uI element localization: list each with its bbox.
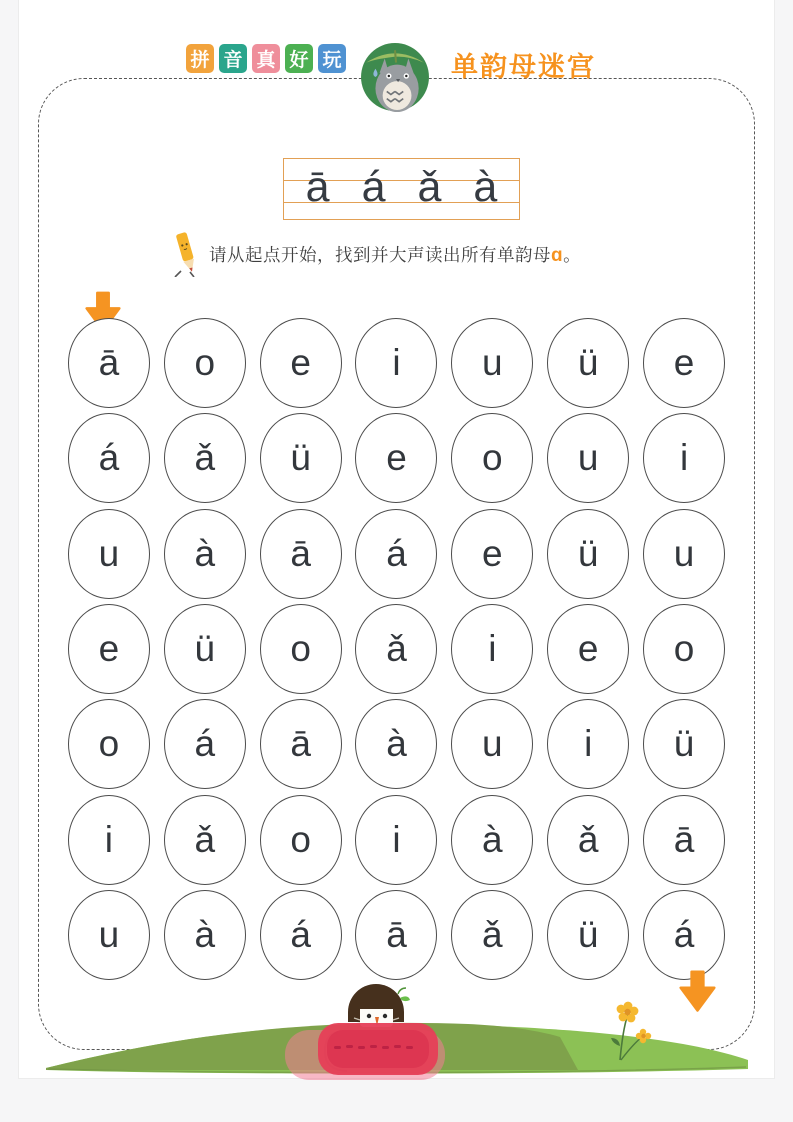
- maze-letter[interactable]: ǎ: [547, 795, 629, 885]
- maze-letter[interactable]: o: [260, 795, 342, 885]
- maze-cell[interactable]: [540, 410, 636, 505]
- red-scribble: [285, 1023, 445, 1080]
- maze-letter[interactable]: á: [355, 509, 437, 599]
- maze-cell[interactable]: [444, 888, 540, 983]
- page-title: 单韵母迷宫: [451, 52, 596, 82]
- maze-letter[interactable]: ü: [643, 699, 725, 789]
- maze-letter[interactable]: u: [451, 699, 533, 789]
- maze-cell[interactable]: [61, 697, 157, 792]
- maze-cell[interactable]: [253, 888, 349, 983]
- maze-cell[interactable]: [253, 506, 349, 601]
- maze-letter[interactable]: e: [451, 509, 533, 599]
- maze-letter[interactable]: i: [355, 795, 437, 885]
- maze-cell[interactable]: [540, 888, 636, 983]
- maze-cell[interactable]: [636, 506, 732, 601]
- maze-cell[interactable]: [61, 506, 157, 601]
- maze-letter[interactable]: u: [643, 509, 725, 599]
- badge-char: 音: [219, 44, 247, 73]
- maze-cell[interactable]: [157, 315, 253, 410]
- maze-cell[interactable]: [61, 315, 157, 410]
- maze-letter[interactable]: o: [164, 318, 246, 408]
- maze-cell[interactable]: [61, 601, 157, 696]
- maze-cell[interactable]: [349, 601, 445, 696]
- maze-cell[interactable]: [349, 506, 445, 601]
- maze-letter[interactable]: u: [68, 890, 150, 980]
- instruction-row: [167, 231, 581, 277]
- maze-letter[interactable]: o: [451, 413, 533, 503]
- maze-letter[interactable]: á: [68, 413, 150, 503]
- maze-letter[interactable]: o: [643, 604, 725, 694]
- maze-cell[interactable]: [540, 697, 636, 792]
- maze-grid: [61, 315, 732, 983]
- maze-cell[interactable]: [540, 506, 636, 601]
- maze-letter[interactable]: i: [643, 413, 725, 503]
- totoro-icon: [360, 42, 430, 112]
- maze-letter[interactable]: ā: [355, 890, 437, 980]
- maze-letter[interactable]: u: [451, 318, 533, 408]
- maze-letter[interactable]: à: [164, 890, 246, 980]
- maze-letter[interactable]: à: [355, 699, 437, 789]
- maze-cell[interactable]: [61, 888, 157, 983]
- maze-letter[interactable]: ā: [643, 795, 725, 885]
- maze-letter[interactable]: ǎ: [164, 413, 246, 503]
- maze-letter[interactable]: e: [68, 604, 150, 694]
- maze-letter[interactable]: ā: [260, 699, 342, 789]
- maze-letter[interactable]: ǎ: [451, 890, 533, 980]
- badge-char: 拼: [186, 44, 214, 73]
- maze-letter[interactable]: ǎ: [164, 795, 246, 885]
- maze-cell[interactable]: [444, 792, 540, 887]
- girl-character-icon: [348, 984, 410, 1027]
- tone-letter: à: [473, 162, 498, 211]
- maze-letter[interactable]: ǎ: [355, 604, 437, 694]
- tone-letter: á: [361, 162, 386, 211]
- instruction-highlight: ɑ: [551, 244, 564, 266]
- maze-letter[interactable]: á: [643, 890, 725, 980]
- maze-cell[interactable]: [157, 792, 253, 887]
- maze-cell[interactable]: [540, 601, 636, 696]
- badge-char: 好: [285, 44, 313, 73]
- maze-cell[interactable]: [253, 315, 349, 410]
- tone-letter: ǎ: [417, 162, 442, 211]
- maze-letter[interactable]: ā: [260, 509, 342, 599]
- maze-cell[interactable]: [444, 506, 540, 601]
- maze-cell[interactable]: [61, 410, 157, 505]
- maze-cell[interactable]: [349, 792, 445, 887]
- footer-scene: [38, 970, 755, 1080]
- header-badges: [186, 44, 346, 73]
- maze-letter[interactable]: e: [547, 604, 629, 694]
- maze-cell[interactable]: [636, 315, 732, 410]
- maze-letter[interactable]: e: [643, 318, 725, 408]
- pencil-icon: [167, 231, 203, 277]
- tone-box: [283, 158, 520, 220]
- badge-char: 真: [252, 44, 280, 73]
- instruction-text: 请从起点开始，找到并大声读出所有单韵母ɑ。: [209, 244, 582, 266]
- maze-cell[interactable]: [349, 410, 445, 505]
- maze-cell[interactable]: [444, 315, 540, 410]
- maze-letter[interactable]: ü: [547, 318, 629, 408]
- maze-cell[interactable]: [349, 888, 445, 983]
- maze-cell[interactable]: [157, 697, 253, 792]
- badge-char: 玩: [318, 44, 346, 73]
- maze-cell[interactable]: [349, 315, 445, 410]
- tone-letter: ā: [305, 162, 330, 211]
- maze-cell[interactable]: [253, 410, 349, 505]
- maze-letter[interactable]: i: [451, 604, 533, 694]
- maze-letter[interactable]: u: [68, 509, 150, 599]
- maze-letter[interactable]: à: [164, 509, 246, 599]
- maze-cell[interactable]: [444, 697, 540, 792]
- maze-cell[interactable]: [349, 697, 445, 792]
- maze-cell[interactable]: [636, 410, 732, 505]
- maze-letter[interactable]: i: [355, 318, 437, 408]
- maze-letter[interactable]: ü: [547, 890, 629, 980]
- maze-cell[interactable]: [636, 601, 732, 696]
- maze-letter[interactable]: á: [164, 699, 246, 789]
- maze-cell[interactable]: [157, 410, 253, 505]
- maze-letter[interactable]: ü: [164, 604, 246, 694]
- maze-cell[interactable]: [253, 792, 349, 887]
- maze-cell[interactable]: [540, 315, 636, 410]
- maze-letter[interactable]: ā: [68, 318, 150, 408]
- maze-letter[interactable]: i: [547, 699, 629, 789]
- maze-cell[interactable]: [61, 792, 157, 887]
- maze-letter[interactable]: e: [260, 318, 342, 408]
- maze-cell[interactable]: [636, 792, 732, 887]
- maze-cell[interactable]: [253, 697, 349, 792]
- maze-cell[interactable]: [444, 410, 540, 505]
- maze-letter[interactable]: i: [68, 795, 150, 885]
- maze-cell[interactable]: [444, 601, 540, 696]
- maze-cell[interactable]: [157, 506, 253, 601]
- maze-cell[interactable]: [157, 888, 253, 983]
- maze-cell[interactable]: [253, 601, 349, 696]
- maze-letter[interactable]: e: [355, 413, 437, 503]
- maze-cell[interactable]: [540, 792, 636, 887]
- maze-cell[interactable]: [636, 697, 732, 792]
- maze-letter[interactable]: o: [260, 604, 342, 694]
- maze-letter[interactable]: á: [260, 890, 342, 980]
- end-arrow-icon: [679, 967, 716, 1017]
- maze-letter[interactable]: o: [68, 699, 150, 789]
- maze-letter[interactable]: ü: [547, 509, 629, 599]
- maze-letter[interactable]: ü: [260, 413, 342, 503]
- maze-letter[interactable]: u: [547, 413, 629, 503]
- maze-letter[interactable]: à: [451, 795, 533, 885]
- maze-cell[interactable]: [157, 601, 253, 696]
